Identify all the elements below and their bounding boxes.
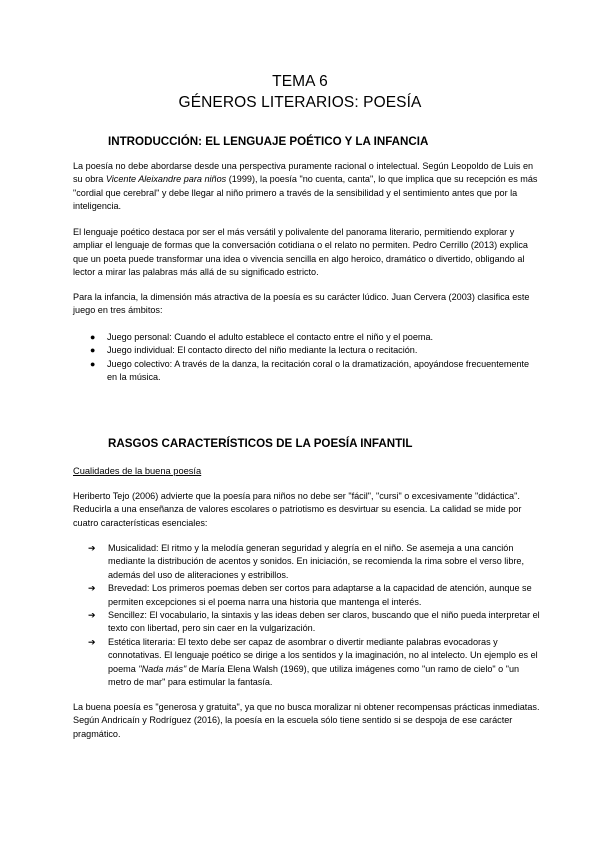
intro-p1-work-title: Vicente Aleixandre para niños (105, 174, 227, 185)
list-item: ● Juego personal: Cuando el adulto establece el contacto entre el niño y el poema. (90, 331, 540, 344)
intro-paragraph-1 (73, 160, 543, 214)
features-paragraph-1: Heriberto Tejo (2006) advierte que la poesía para niños no debe ser "fácil", "cursi" o excesivamente "didáctica". Reducirla a una enseñanza de valores escolares o patriotismo es desvirtuar su esencia. La calidad se mide por cuatro características esenciales: (73, 491, 522, 528)
play-types-list (90, 331, 540, 385)
list-item: ● Juego colectivo: A través de la danza, la recitación coral o la dramatización, apoyándose frecuentemente en la música. (90, 358, 530, 383)
arrow-right-icon: ➔ (88, 610, 96, 621)
section-heading-intro: INTRODUCCIÓN: EL LENGUAJE POÉTICO Y LA INFANCIA (108, 135, 429, 148)
subheading-quality: Cualidades de la buena poesía (73, 466, 202, 476)
page-title: GÉNEROS LITERARIOS: POESÍA (178, 94, 422, 111)
intro-paragraph-3: Para la infancia, la dimensión más atractiva de la poesía es su carácter lúdico. Juan Cervera (2003) clasifica este juego en tres ámbitos: (73, 292, 530, 316)
bullet-icon: ● (90, 345, 96, 356)
list-item: ➔ Estética literaria: El texto debe ser capaz de asombrar o divertir mediante palabras evocadoras y connotativas. El lenguaje poético se dirige a los sentidos y la imaginación, no al intelecto. Un ejemplo es el poema "Nada más" de María Elena Walsh (1969), que utiliza imágenes como "un ramo de cielo" o "un metro de mar" para estimular la fantasía. (88, 636, 538, 688)
list-item: ● Juego individual: El contacto directo del niño mediante la lectura o recitación. (90, 344, 540, 357)
arrow-right-icon: ➔ (88, 583, 96, 594)
section-heading-features: RASGOS CARACTERÍSTICOS DE LA POESÍA INFANTIL (108, 437, 413, 450)
poem-title: "Nada más" (138, 663, 187, 674)
list-item: ➔ Musicalidad: El ritmo y la melodía generan seguridad y alegría en el niño. Se asemeja a una canción mediante la distribución de acentos y sonidos. En iniciación, se recomienda la rima sobre el verso libre, además del uso de aliteraciones y estribillos. (88, 543, 524, 580)
list-item: ➔ Brevedad: Los primeros poemas deben ser cortos para adaptarse a la capacidad de atención, aunque se permiten excepciones si el poema narra una historia que mantenga el interés. (88, 583, 532, 607)
arrow-right-icon: ➔ (88, 543, 96, 553)
arrow-right-icon: ➔ (88, 636, 96, 647)
list-item: ➔ Sencillez: El vocabulario, la sintaxis y las ideas deben ser claros, buscando que el niño pueda interpretar el texto con libertad, pero sin caer en la vulgarización. (88, 610, 540, 634)
intro-p1-text-b: (1999), la poesía "no cuenta, canta", lo que implica que su recepción es más "cordial que cerebral" y debe llegar al niño primero a través de la sensibilidad y el sentimiento antes que por la inteligencia. (73, 174, 538, 212)
topic-number: TEMA 6 (272, 73, 328, 90)
bullet-icon: ● (90, 332, 96, 342)
features-paragraph-2: La buena poesía es "generosa y gratuita", ya que no busca moralizar ni obtener recompensas prácticas inmediatas. Según Andricaín y Rodríguez (2016), la poesía en la escuela sólo tiene sentido si se despoja de ese carácter pragmático. (73, 702, 540, 739)
intro-p1-text-a: La poesía no debe abordarse desde una perspectiva puramente racional o intelectual. Según Leopoldo de Luis en su obra (73, 161, 534, 185)
bullet-icon: ● (90, 358, 96, 369)
qualities-list (88, 542, 540, 689)
intro-paragraph-2: El lenguaje poético destaca por ser el más versátil y polivalente del panorama literario, permitiendo explorar y ampliar el lenguaje de formas que la conversación cotidiana o el relato no permiten. Pedro Cerrillo (2013) explica que un poeta puede transformar una idea o vivencia sencilla en algo heroico, dramático o divertido, obligando al lector a mirar las palabras más allá de su significado estricto. (73, 227, 528, 278)
